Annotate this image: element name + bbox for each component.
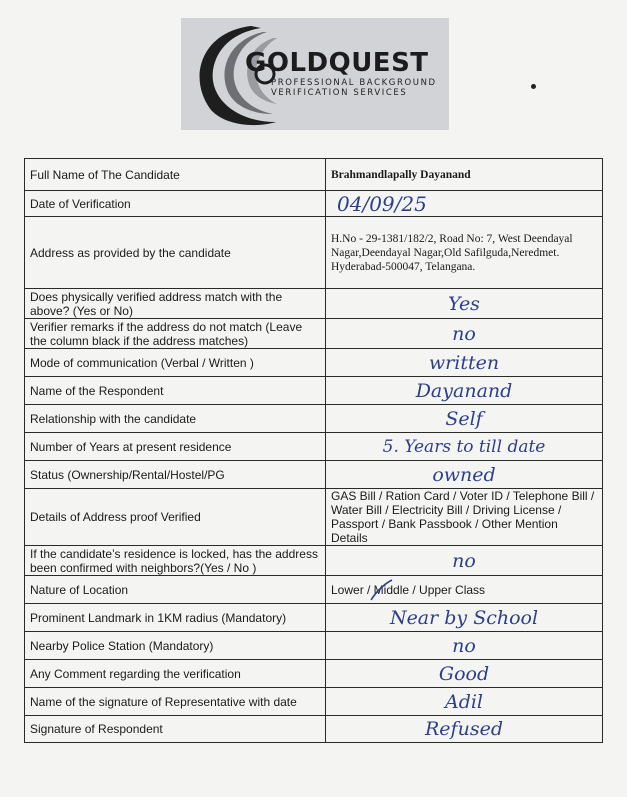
police-station-value: no bbox=[326, 632, 603, 660]
brand-tagline-line1: PROFESSIONAL BACKGROUND bbox=[271, 78, 437, 88]
field-label: Nature of Location bbox=[25, 576, 326, 604]
address-proof-value: GAS Bill / Ration Card / Voter ID / Telephone Bill / Water Bill / Electricity Bill / Driving License / Passport / Bank Passbook / Other Mention Details bbox=[326, 489, 603, 546]
table-row bbox=[25, 377, 603, 405]
field-label: Address as provided by the candidate bbox=[25, 217, 326, 289]
respondent-name-value: Dayanand bbox=[326, 377, 603, 405]
respondent-signature-value: Refused bbox=[326, 716, 603, 743]
scan-speck bbox=[531, 84, 536, 89]
table-row bbox=[25, 660, 603, 688]
candidate-name-value: Brahmandlapally Dayanand bbox=[326, 159, 603, 191]
table-row bbox=[25, 191, 603, 217]
neighbor-confirmation-value: no bbox=[326, 546, 603, 576]
field-label: Name of the Respondent bbox=[25, 377, 326, 405]
table-row bbox=[25, 716, 603, 743]
table-row bbox=[25, 159, 603, 191]
communication-mode-value: written bbox=[326, 349, 603, 377]
years-at-residence-value: 5. Years to till date bbox=[326, 433, 603, 461]
verification-form bbox=[24, 158, 603, 743]
brand-tagline-line2: VERIFICATION SERVICES bbox=[271, 88, 408, 98]
representative-signature-value: Adil bbox=[326, 688, 603, 716]
table-row bbox=[25, 349, 603, 377]
field-label: Prominent Landmark in 1KM radius (Mandatory) bbox=[25, 604, 326, 632]
table-row bbox=[25, 576, 603, 604]
table-row bbox=[25, 688, 603, 716]
field-label: Verifier remarks if the address do not match (Leave the column black if the address matches) bbox=[25, 319, 326, 349]
field-label: Relationship with the candidate bbox=[25, 405, 326, 433]
table-row bbox=[25, 217, 603, 289]
field-label: Nearby Police Station (Mandatory) bbox=[25, 632, 326, 660]
field-label: Signature of Respondent bbox=[25, 716, 326, 743]
table-row bbox=[25, 461, 603, 489]
location-nature-value: Lower / Middle / Upper Class bbox=[326, 576, 603, 604]
address-match-value: Yes bbox=[326, 289, 603, 319]
field-label: Status (Ownership/Rental/Hostel/PG bbox=[25, 461, 326, 489]
comment-value: Good bbox=[326, 660, 603, 688]
ownership-status-value: owned bbox=[326, 461, 603, 489]
table-row bbox=[25, 319, 603, 349]
field-label: Number of Years at present residence bbox=[25, 433, 326, 461]
field-label: Mode of communication (Verbal / Written ) bbox=[25, 349, 326, 377]
field-label: If the candidate’s residence is locked, has the address been confirmed with neighbors?(Yes / No ) bbox=[25, 546, 326, 576]
field-label: Any Comment regarding the verification bbox=[25, 660, 326, 688]
table-row bbox=[25, 546, 603, 576]
field-label: Does physically verified address match with the above? (Yes or No) bbox=[25, 289, 326, 319]
verifier-remarks-value: no bbox=[326, 319, 603, 349]
field-label: Full Name of The Candidate bbox=[25, 159, 326, 191]
landmark-value: Near by School bbox=[326, 604, 603, 632]
relationship-value: Self bbox=[326, 405, 603, 433]
table-row bbox=[25, 604, 603, 632]
table-row bbox=[25, 632, 603, 660]
table-row bbox=[25, 489, 603, 546]
table-row bbox=[25, 289, 603, 319]
verification-date-value: 04/09/25 bbox=[326, 191, 603, 217]
address-value: H.No - 29-1381/182/2, Road No: 7, West Deendayal Nagar,Deendayal Nagar,Old Safilguda,Neredmet. Hyderabad-500047, Telangana. bbox=[326, 217, 603, 289]
brand-name: GOLDQUEST bbox=[245, 48, 429, 78]
field-label: Details of Address proof Verified bbox=[25, 489, 326, 546]
field-label: Date of Verification bbox=[25, 191, 326, 217]
goldquest-logo bbox=[181, 18, 449, 130]
table-row bbox=[25, 433, 603, 461]
field-label: Name of the signature of Representative with date bbox=[25, 688, 326, 716]
table-row bbox=[25, 405, 603, 433]
